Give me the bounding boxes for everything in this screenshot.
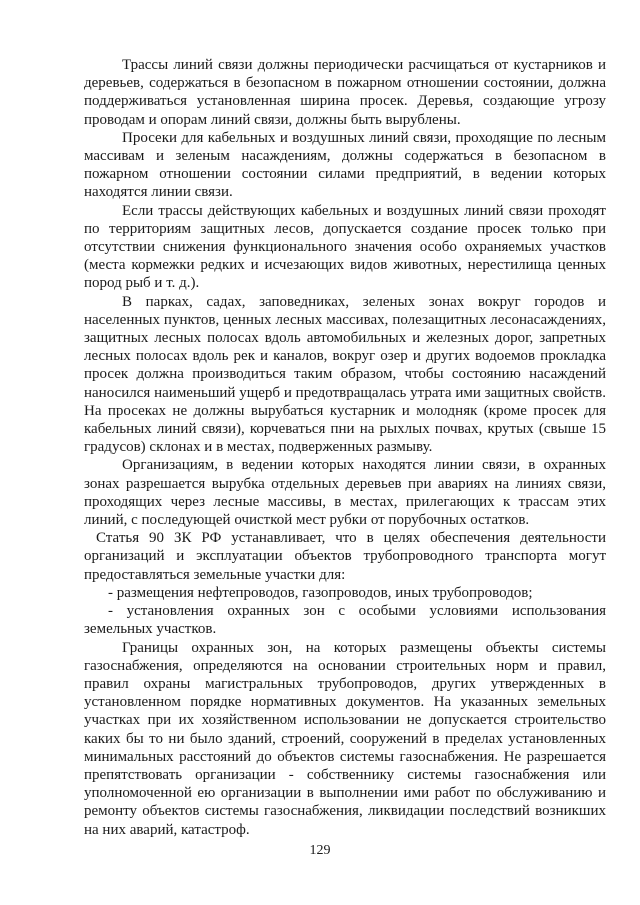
list-item-protection-zones: - установления охранных зон с особыми условиями использования земельных участков. xyxy=(84,603,606,638)
paragraph-protective-forests: Если трассы действующих кабельных и воздушных линий связи проходят по территориям защитных лесов, допускается создание просек только при отсутствии снижения функционального значения особо охраняемых участков (места кормежки редких и исчезающих видов животных, нерестилища ценных пород рыб и т. д.). xyxy=(84,202,606,292)
paragraph-gas-supply-zones: Границы охранных зон, на которых размещены объекты системы газоснабжения, определяются на основании строительных норм и правил, правил охраны магистральных трубопроводов, других утвержденных в установленном порядке нормативных документов. На указанных земельных участках при их хозяйственном использовании не допускается строительство каких бы то ни было зданий, строений, сооружений в пределах установленных минимальных расстояний до объектов системы газоснабжения. Не разрешается препятствовать организации - собственнику системы газоснабжения или уполномоченной ею организации в выполнении ими работ по обслуживанию и ремонту объектов системы газоснабжения, ликвидации последствий возникших на них аварий, катастроф. xyxy=(84,639,606,838)
paragraph-route-clearing: Трассы линий связи должны периодически расчищаться от кустарников и деревьев, содержаться в безопасном в пожарном отношении состоянии, должна поддерживаться установленная ширина просек. Деревья, создающие угрозу проводам и опорам линий связи, должны быть вырублены. xyxy=(84,57,606,128)
paragraph-article-90: Статья 90 ЗК РФ устанавливает, что в целях обеспечения деятельности организаций и эксплуатации объектов трубопроводного транспорта могут предоставляться земельные участки для: xyxy=(84,530,606,583)
paragraph-clearings-maintenance: Просеки для кабельных и воздушных линий связи, проходящие по лесным массивам и зеленым насаждениям, должны содержаться в безопасном в пожарном отношении состоянии силами предприятий, в ведении которых находятся линии связи. xyxy=(84,129,606,201)
paragraph-tree-felling-permission: Организациям, в ведении которых находятся линии связи, в охранных зонах разрешается вырубка отдельных деревьев при авариях на линиях связи, проходящих через лесные массивы, в местах, прилегающих к трассам этих линий, с последующей очисткой мест рубки от порубочных остатков. xyxy=(84,457,606,529)
paragraph-parks-gardens: В парках, садах, заповедниках, зеленых зонах вокруг городов и населенных пунктов, ценных лесных массивах, полезащитных лесонасаждениях, защитных лесных полосах вдоль автомобильных и железных дорог, запретных лесных полосах вдоль рек и каналов, вокруг озер и других водоемов прокладка просек должна производиться таким образом, чтобы состоянию насаждений наносился наименьший ущерб и предотвращалась утрата ими защитных свойств. На просеках не должны вырубаться кустарник и молодняк (кроме просек для кабельных линий связи), корчеваться пни на рыхлых почвах, крутых (свыше 15 градусов) склонах и в местах, подверженных размыву. xyxy=(84,293,606,456)
list-item-pipelines: - размещения нефтепроводов, газопроводов, иных трубопроводов; xyxy=(108,584,533,601)
page-number: 129 xyxy=(309,843,331,858)
